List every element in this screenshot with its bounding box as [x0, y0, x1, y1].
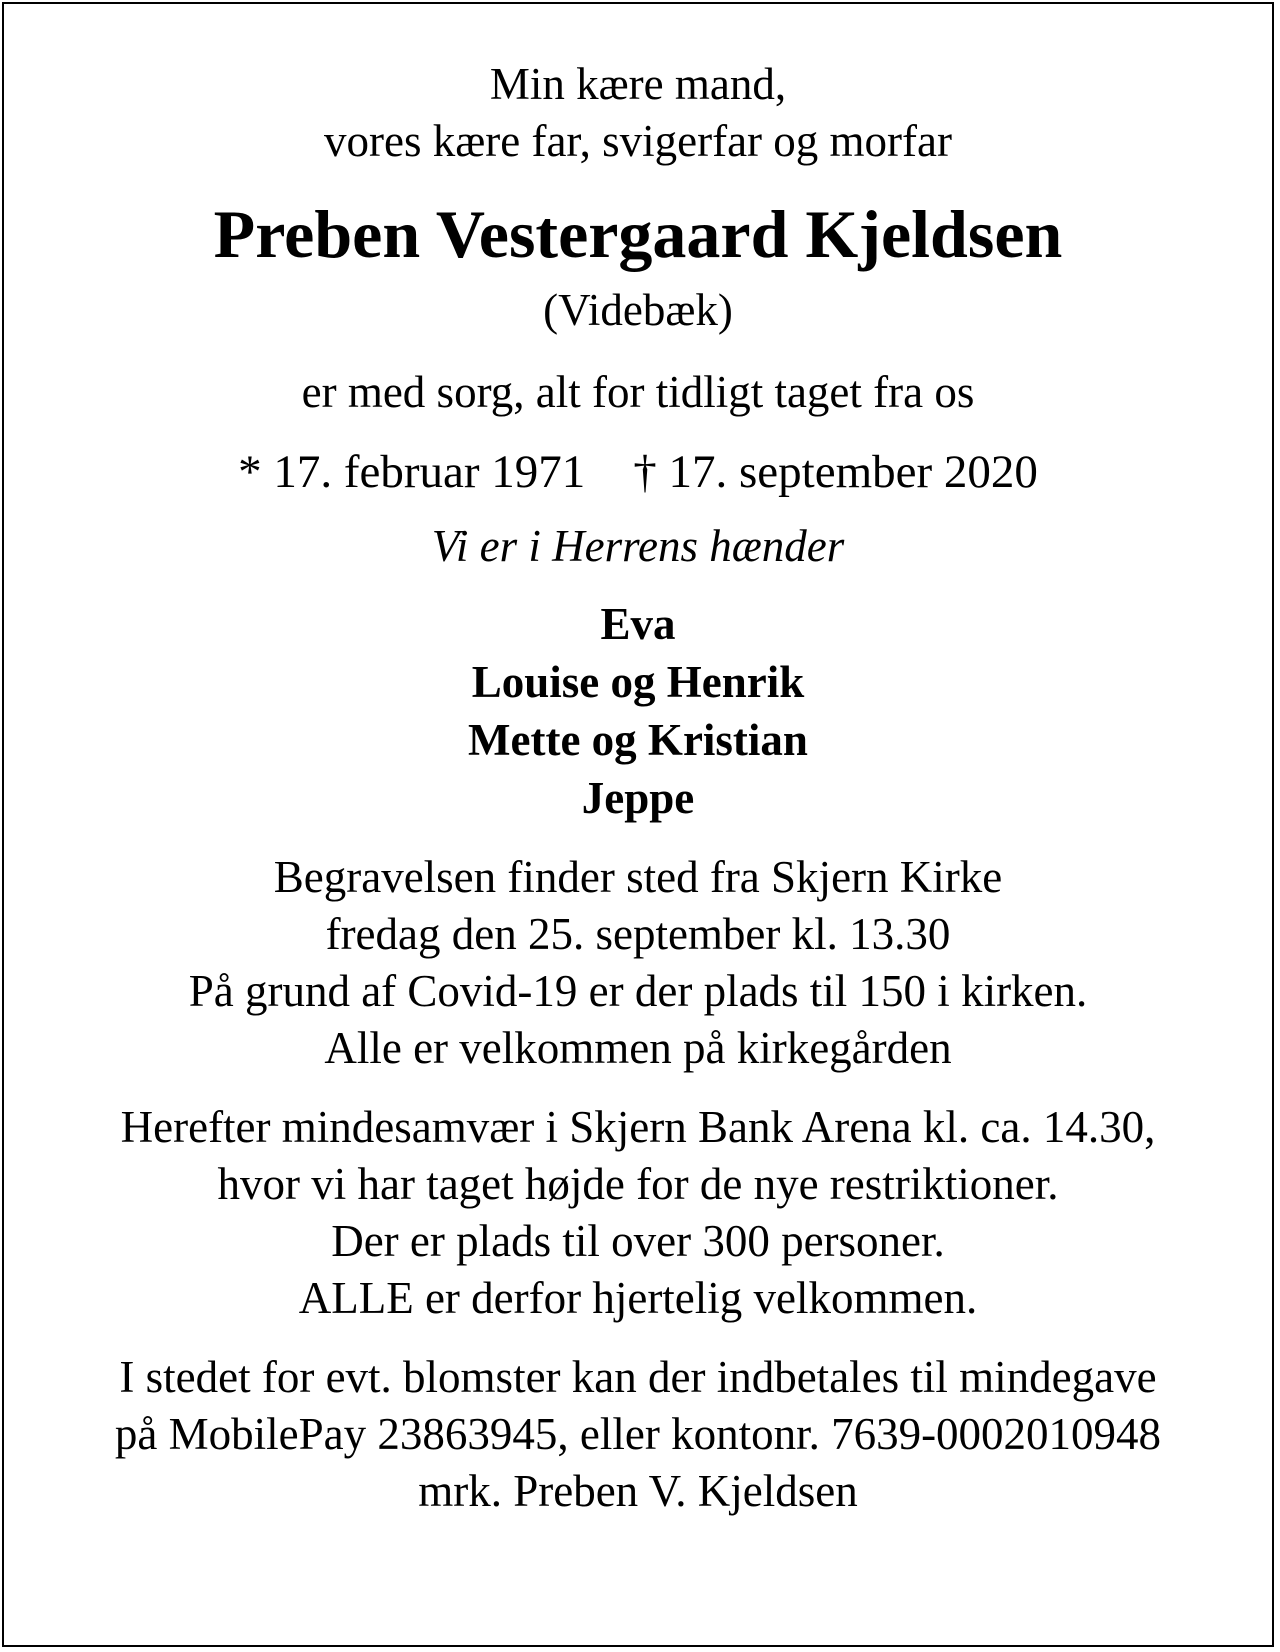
funeral-line: Alle er velkommen på kirkegården	[324, 1023, 952, 1073]
death-date: † 17. september 2020	[633, 446, 1038, 498]
family-member: Eva	[600, 599, 676, 649]
family-member: Mette og Kristian	[468, 715, 808, 765]
obituary-content	[4, 56, 1272, 1520]
donation-line: I stedet for evt. blomster kan der indbetales til mindegave	[119, 1352, 1157, 1402]
life-dates	[4, 443, 1272, 502]
intro-line: Min kære mand,	[489, 59, 787, 109]
verse-text: Vi er i Herrens hænder	[431, 521, 845, 571]
donation-info	[4, 1349, 1272, 1520]
gathering-line: ALLE er derfor hjertelig velkommen.	[298, 1273, 978, 1323]
gathering-line: Herefter mindesamvær i Skjern Bank Arena kl. ca. 14.30,	[120, 1102, 1156, 1152]
gathering-line: Der er plads til over 300 personer.	[331, 1216, 945, 1266]
intro-line: vores kære far, svigerfar og morfar	[324, 116, 952, 166]
family-member: Louise og Henrik	[471, 657, 805, 707]
family-member: Jeppe	[581, 773, 695, 823]
gathering-line: hvor vi har taget højde for de nye restriktioner.	[217, 1159, 1059, 1209]
donation-line: mrk. Preben V. Kjeldsen	[418, 1466, 858, 1516]
intro-text	[4, 56, 1272, 170]
funeral-line: fredag den 25. september kl. 13.30	[325, 909, 951, 959]
sorrow-text: er med sorg, alt for tidligt taget fra os	[301, 367, 975, 417]
gathering-info	[4, 1099, 1272, 1327]
funeral-line: På grund af Covid-19 er der plads til 150 i kirken.	[188, 966, 1088, 1016]
obituary-frame	[2, 2, 1274, 1647]
deceased-name: Preben Vestergaard Kjeldsen	[213, 196, 1063, 272]
funeral-info	[4, 849, 1272, 1077]
funeral-line: Begravelsen finder sted fra Skjern Kirke	[273, 852, 1003, 902]
birth-date: * 17. februar 1971	[238, 446, 586, 498]
hometown: (Videbæk)	[543, 285, 733, 335]
family-names	[4, 595, 1272, 827]
donation-line: på MobilePay 23863945, eller kontonr. 7639-0002010948	[114, 1409, 1162, 1459]
